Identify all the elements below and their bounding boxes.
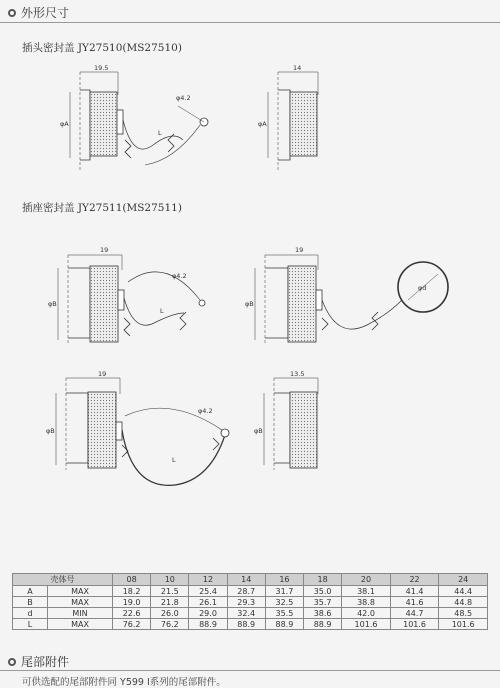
row-param: A (13, 586, 48, 597)
table-cell: 31.7 (265, 586, 303, 597)
dim-rec-a-dia: φB (48, 300, 57, 308)
table-cell: 42.0 (342, 608, 391, 619)
dim-plug-a-dia: φA (60, 120, 69, 128)
row-param: d (13, 608, 48, 619)
table-cell: 25.4 (189, 586, 227, 597)
table-cell: 76.2 (151, 619, 189, 630)
dim-plug-b-width: 14 (293, 64, 302, 72)
table-cell: 18.2 (113, 586, 151, 597)
table-row (13, 619, 488, 630)
table-cell: 22.6 (113, 608, 151, 619)
accessories-footnote: 可供选配的尾部附件同 Y599 Ⅰ系列的尾部附件。 (22, 677, 226, 688)
table-cell: 26.0 (151, 608, 189, 619)
spec-table (12, 573, 488, 630)
plug-cap-subtitle: 插头密封盖 JY27510(MS27510) (22, 42, 182, 54)
receptacle-cap-drawing-b (255, 255, 448, 345)
table-cell: 32.5 (265, 597, 303, 608)
shell-size-header: 18 (304, 574, 342, 586)
table-cell: 38.6 (304, 608, 342, 619)
table-row (13, 608, 488, 619)
table-row (13, 597, 488, 608)
accessories-section-heading (8, 653, 69, 670)
shell-size-header: 12 (189, 574, 227, 586)
plug-cap-drawing-b (268, 72, 318, 170)
shell-size-header: 16 (265, 574, 303, 586)
dim-rec-c-hole: φ4.2 (198, 407, 213, 415)
row-param: L (13, 619, 48, 630)
dim-rec-a-length: L (160, 307, 164, 315)
dim-rec-d-width: 13.5 (290, 370, 305, 378)
dim-rec-b-width: 19 (295, 246, 304, 254)
dim-rec-b-dia: φB (245, 300, 254, 308)
shell-size-header: 10 (151, 574, 189, 586)
dim-plug-a-hole: φ4.2 (176, 94, 191, 102)
plug-cap-drawing-a (70, 72, 208, 170)
row-param: B (13, 597, 48, 608)
dim-plug-a-length: L (158, 129, 162, 137)
table-cell: 88.9 (304, 619, 342, 630)
receptacle-cap-drawing-a (58, 255, 205, 345)
dim-rec-b-ring-dia: φd (418, 284, 427, 292)
table-header-label: 壳体号 (13, 574, 113, 586)
dim-rec-a-hole: φ4.2 (172, 272, 187, 280)
bullet-circle-icon (8, 658, 16, 666)
table-cell: 48.5 (439, 608, 488, 619)
row-type: MAX (48, 619, 113, 630)
table-cell: 26.1 (189, 597, 227, 608)
table-cell: 88.9 (189, 619, 227, 630)
table-cell: 101.6 (439, 619, 488, 630)
shell-size-header: 24 (439, 574, 488, 586)
table-cell: 101.6 (342, 619, 391, 630)
shell-size-header: 14 (227, 574, 265, 586)
table-cell: 44.8 (439, 597, 488, 608)
receptacle-cap-subtitle: 插座密封盖 JY27511(MS27511) (22, 202, 182, 214)
accessories-title: 尾部附件 (21, 655, 70, 669)
table-cell: 21.5 (151, 586, 189, 597)
shell-size-header: 20 (342, 574, 391, 586)
dim-plug-b-dia: φA (258, 120, 267, 128)
table-cell: 44.7 (390, 608, 439, 619)
dim-rec-c-width: 19 (98, 370, 107, 378)
table-cell: 101.6 (390, 619, 439, 630)
table-cell: 35.0 (304, 586, 342, 597)
receptacle-cap-drawing-c (56, 378, 229, 485)
table-cell: 32.4 (227, 608, 265, 619)
shell-size-header: 22 (390, 574, 439, 586)
table-cell: 76.2 (113, 619, 151, 630)
table-cell: 44.4 (439, 586, 488, 597)
section-divider (0, 670, 500, 671)
table-header-row (13, 574, 488, 586)
row-type: MAX (48, 597, 113, 608)
table-cell: 35.7 (304, 597, 342, 608)
table-cell: 19.0 (113, 597, 151, 608)
dimensions-title: 外形尺寸 (21, 6, 70, 20)
table-cell: 88.9 (265, 619, 303, 630)
table-row (13, 586, 488, 597)
table-cell: 41.6 (390, 597, 439, 608)
table-cell: 29.0 (189, 608, 227, 619)
table-cell: 35.5 (265, 608, 303, 619)
shell-size-header: 08 (113, 574, 151, 586)
table-cell: 21.8 (151, 597, 189, 608)
table-cell: 28.7 (227, 586, 265, 597)
table-cell: 38.8 (342, 597, 391, 608)
table-cell: 29.3 (227, 597, 265, 608)
dim-rec-d-dia: φB (254, 427, 263, 435)
table-cell: 88.9 (227, 619, 265, 630)
dim-rec-c-dia: φB (46, 427, 55, 435)
dim-plug-a-width: 19.5 (94, 64, 109, 72)
receptacle-cap-drawing-d (264, 378, 318, 470)
row-type: MAX (48, 586, 113, 597)
dim-rec-c-length: L (172, 456, 176, 464)
row-type: MIN (48, 608, 113, 619)
table-cell: 41.4 (390, 586, 439, 597)
dim-rec-a-width: 19 (100, 246, 109, 254)
table-cell: 38.1 (342, 586, 391, 597)
